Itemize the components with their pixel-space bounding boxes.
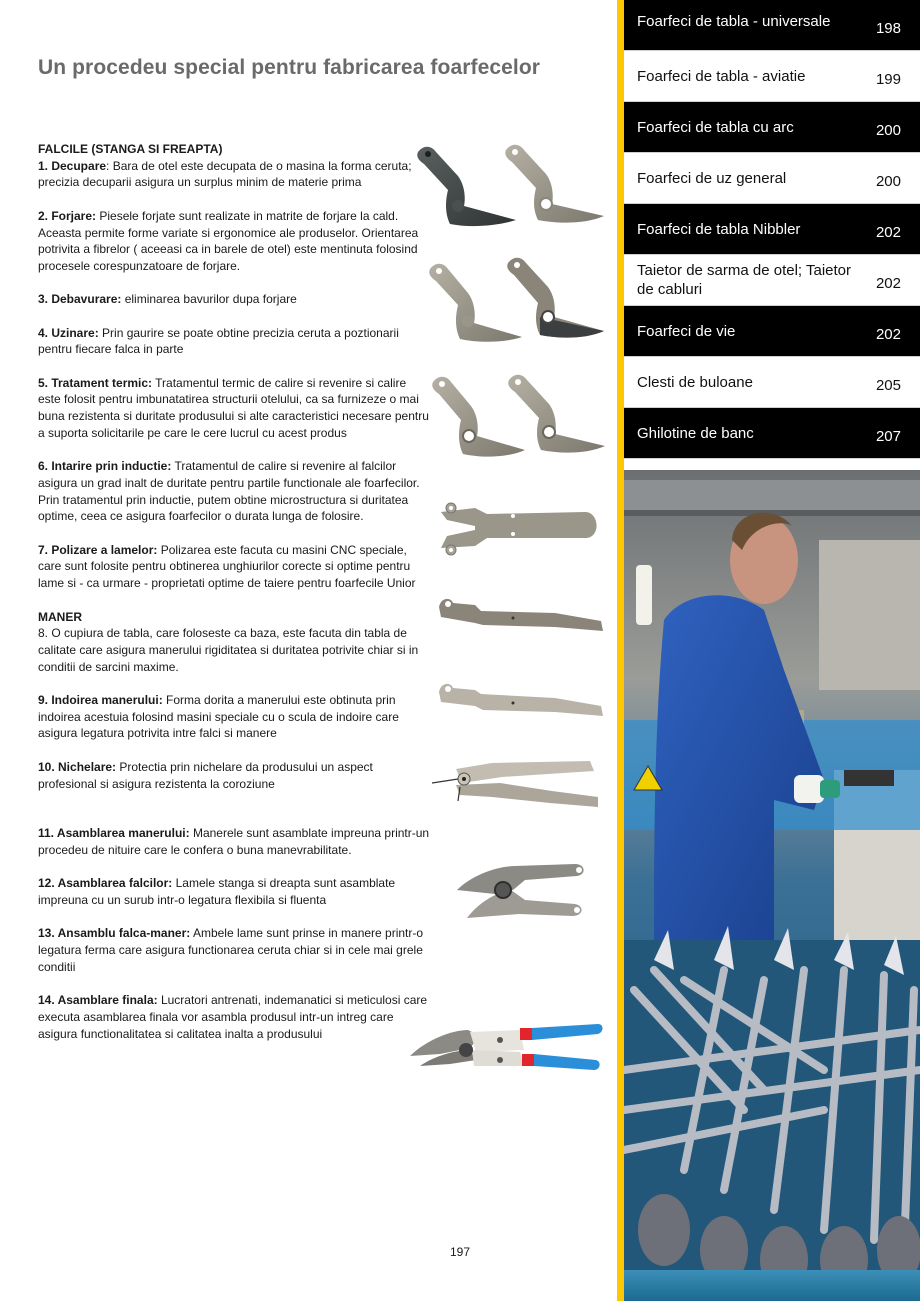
menu-item-label: Foarfeci de uz general bbox=[637, 169, 787, 187]
step-label: 10. Nichelare: bbox=[38, 759, 117, 774]
step-10 bbox=[38, 759, 430, 792]
step-1 bbox=[38, 158, 430, 191]
step-label: 7. Polizare a lamelor: bbox=[38, 542, 158, 557]
menu-item-label: Clesti de buloane bbox=[637, 373, 753, 391]
menu-item-page: 200 bbox=[875, 172, 901, 190]
menu-item-spring-snips[interactable] bbox=[624, 102, 920, 153]
menu-item-page: 205 bbox=[875, 376, 901, 394]
menu-item-label: Foarfeci de tabla - aviatie bbox=[637, 67, 806, 85]
step-5 bbox=[38, 375, 430, 442]
machined-jaws-image bbox=[425, 372, 610, 462]
menu-item-page: 207 bbox=[875, 427, 901, 445]
jaws-assembled-image bbox=[455, 860, 590, 925]
step-13 bbox=[38, 925, 430, 975]
step-text: Prin gaurire se poate obtine precizia ceruta a poztionarii pentru fiecare falca in parte bbox=[38, 325, 399, 357]
menu-item-page: 202 bbox=[875, 274, 901, 292]
menu-item-page: 200 bbox=[875, 121, 901, 139]
step-text: Piesele forjate sunt realizate in matrite de forjare la cald. Aceasta permite forme variate si ergonomice ale produselor. Orientarea potrivita a fibrelor ( aceeasi ca in barele de otel) este mentinuta folosind procesele corespunzatoare de forjare. bbox=[38, 208, 419, 273]
accent-bar bbox=[617, 0, 624, 1301]
forged-jaws-raw-image bbox=[410, 140, 610, 235]
step-label: 4. Uzinare: bbox=[38, 325, 99, 340]
step-text: Forma dorita a manerului este obtinuta prin indoirea acestuia folosind masini speciale cu o scula de indoire care asigura legatura potrivita intre falci si manere bbox=[38, 693, 399, 741]
step-text: Manerele sunt asamblate impreuna printr-un procedeu de nituire care le confera o buna manevrabilitate. bbox=[38, 826, 430, 857]
step-text: : Bara de otel este decupata de o masina la forma ceruta; precizia decuparii asigura un surplus minim de materie prima bbox=[38, 158, 412, 190]
menu-item-nibbler-snips[interactable] bbox=[624, 204, 920, 255]
page-title: Un procedeu special pentru fabricarea foarfecelor bbox=[38, 56, 541, 80]
step-label: 11. Asamblarea manerului: bbox=[38, 826, 190, 841]
step-label: 6. Intarire prin inductie: bbox=[38, 459, 172, 474]
step-label: 12. Asamblarea falcilor: bbox=[38, 876, 173, 891]
menu-item-label: Foarfeci de tabla - universale bbox=[637, 12, 831, 30]
final-snips-image bbox=[410, 1020, 605, 1075]
step-11 bbox=[38, 825, 430, 858]
step-2 bbox=[38, 208, 430, 275]
handle-bent-image bbox=[435, 595, 605, 635]
step-label: 5. Tratament termic: bbox=[38, 375, 153, 390]
step-text: Tratamentul termic de calire si revenire si calire este folosit pentru imbunatatirea structurii otelului, ca sa furnizeze o mai buna rezistenta si duritate produsului si alte caracteristici necesare pentru a suporta solicitarile pe care le cere lucrul cu acest produs bbox=[38, 375, 429, 440]
step-text: Ambele lame sunt prinse in manere printr-o legatura ferma care asigura functionarea ceruta chiar si in cele mai grele conditii bbox=[38, 926, 424, 974]
menu-item-page: 202 bbox=[875, 223, 901, 241]
step-text: Tratamentul de calire si revenire al falcilor asigura un grad inalt de duritate pentru partile functionale ale foarfecilor. Prin tratamentul prin inductie, putem obtine microstructura si duritatea optime, ceea ce asigura foarfecilor o durata lunga de folosire. bbox=[38, 459, 420, 524]
process-description bbox=[38, 141, 430, 1059]
handle-nickel-image bbox=[435, 680, 605, 720]
page-number: 197 bbox=[450, 1245, 471, 1259]
step-9 bbox=[38, 692, 430, 742]
deburred-jaws-image bbox=[420, 255, 610, 350]
step-text: 8. O cupiura de tabla, care foloseste ca baza, este facuta din tabla de calitate care asigura manerului rigiditatea si duritatea potrivite chiar si in conditii de sarcini maxime. bbox=[38, 626, 419, 674]
menu-item-page: 199 bbox=[875, 70, 901, 88]
menu-item-general-purpose-snips[interactable] bbox=[624, 153, 920, 204]
step-label: 1. Decupare bbox=[38, 158, 107, 173]
step-text: Lamele stanga si dreapta sunt asamblate impreuna cu un surub intr-o legatura flexibila si fluenta bbox=[38, 876, 396, 908]
section-heading-jaws: FALCILE (STANGA SI FREAPTA) bbox=[38, 142, 223, 156]
handle-blank-image bbox=[435, 500, 605, 560]
menu-item-bench-guillotines[interactable] bbox=[624, 408, 920, 459]
menu-item-page: 198 bbox=[875, 19, 901, 37]
step-label: 14. Asamblare finala: bbox=[38, 993, 158, 1008]
step-7 bbox=[38, 542, 430, 592]
handles-assembled-image bbox=[432, 755, 602, 815]
menu-item-aviation-snips[interactable] bbox=[624, 51, 920, 102]
step-6 bbox=[38, 458, 430, 525]
step-12 bbox=[38, 875, 430, 908]
menu-item-label: Foarfeci de tabla Nibbler bbox=[637, 220, 801, 238]
menu-item-vine-shears[interactable] bbox=[624, 306, 920, 357]
step-label: 3. Debavurare: bbox=[38, 292, 122, 307]
step-label: 2. Forjare: bbox=[38, 208, 97, 223]
step-label: 9. Indoirea manerului: bbox=[38, 693, 163, 708]
menu-item-universal-snips[interactable] bbox=[624, 0, 920, 51]
menu-item-page: 202 bbox=[875, 325, 901, 343]
step-text: Polizarea este facuta cu masini CNC speciale, care sunt folosite pentru obtinerea unghiurilor corecte si optime pentru lame si - ca urmare - proprietati optime de taiere pentru foarfecile Unior bbox=[38, 542, 416, 591]
step-4 bbox=[38, 325, 430, 358]
section-heading-handle: MANER bbox=[38, 609, 82, 624]
menu-item-label: Taietor de sarma de otel; Taietor de cabluri bbox=[637, 262, 852, 298]
step-14 bbox=[38, 992, 430, 1042]
step-text: Protectia prin nichelare da produsului un aspect profesional si asigura rezistenta la coroziune bbox=[38, 759, 373, 791]
step-label: 13. Ansamblu falca-maner: bbox=[38, 926, 191, 941]
menu-item-label: Ghilotine de banc bbox=[637, 424, 754, 442]
menu-item-label: Foarfeci de tabla cu arc bbox=[637, 118, 794, 136]
menu-item-wire-cable-cutter[interactable] bbox=[624, 255, 920, 306]
menu-item-bolt-cutters[interactable] bbox=[624, 357, 920, 408]
step-3 bbox=[38, 291, 430, 308]
chapter-index bbox=[624, 0, 920, 459]
step-text: Lucratori antrenati, indemanatici si meticulosi care executa asamblarea finala vor asambla produsul intr-un intreg care asigura functionalitatea si calitatea inalta a produsului bbox=[38, 993, 428, 1041]
factory-photo bbox=[624, 470, 920, 1301]
step-text: eliminarea bavurilor dupa forjare bbox=[121, 292, 297, 307]
step-8 bbox=[38, 625, 430, 675]
menu-item-label: Foarfeci de vie bbox=[637, 322, 736, 340]
